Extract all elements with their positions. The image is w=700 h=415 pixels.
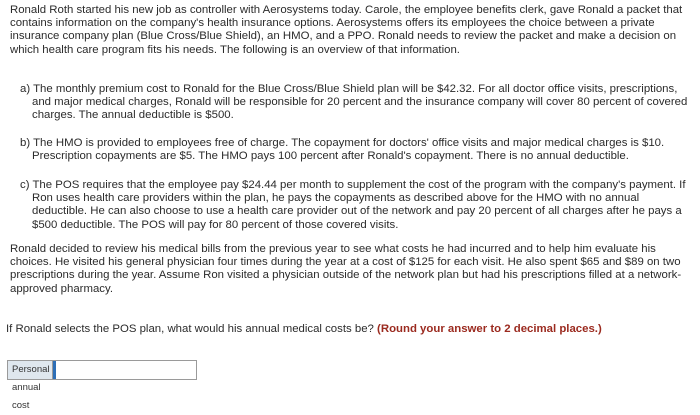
question-text: If Ronald selects the POS plan, what would his annual medical costs be? [6,323,374,335]
personal-annual-cost-input[interactable] [53,361,196,379]
rounding-instruction: (Round your answer to 2 decimal places.) [377,323,602,335]
plan-option-c [20,179,690,232]
answer-row [7,360,197,411]
answer-label: Personal annual cost [8,361,53,379]
plan-option-b-text: b) The HMO is provided to employees free of charge. The copayment for doctors' office visits and major medical charges is $10. Prescription copayments are $5. The HMO pays 100 percent after Ronald's copayment. There is no annual deductible. [20,137,665,163]
plan-option-c-text: c) The POS requires that the employee pay $24.44 per month to supplement the cost of the program with the company's payment. If Ron uses health care providers within the plan, he pays the copayments as described above for the HMO with no annual deductible. He can also choose to use a health care provider out of the network and pay 20 percent of all charges after he pays a $500 deductible. The POS will pay for 80 percent of those covered visits. [20,179,686,231]
plan-option-a-text: a) The monthly premium cost to Ronald for the Blue Cross/Blue Shield plan will be $42.32. For all doctor office visits, prescriptions, and major medical charges, Ronald will be responsible for 20 percent and the insurance company will cover 80 percent of covered charges. The annual deductible is $500. [20,83,688,122]
question-prompt [6,323,696,336]
problem-intro: Ronald Roth started his new job as controller with Aerosystems today. Carole, the employee benefits clerk, gave Ronald a packet that contains information on the company's health insurance options. Aerosystems offers its employees the choice between a private insurance company plan (Blue Cross/Blue Shield), an HMO, and a PPO. Ronald needs to review the packet and make a decision on which health care program fits his needs. The following is an overview of that information. [10,4,683,56]
plan-option-b [20,137,690,163]
plan-option-a [20,83,690,123]
medical-history-context: Ronald decided to review his medical bills from the previous year to see what costs he had incurred and to help him evaluate his choices. He visited his general physician four times during the year at a cost of $125 for each visit. He also spent $65 and $89 on two prescriptions during the year. Assume Ron visited a physician outside of the network plan but had his prescriptions filled at a network-approved pharmacy. [10,243,682,295]
